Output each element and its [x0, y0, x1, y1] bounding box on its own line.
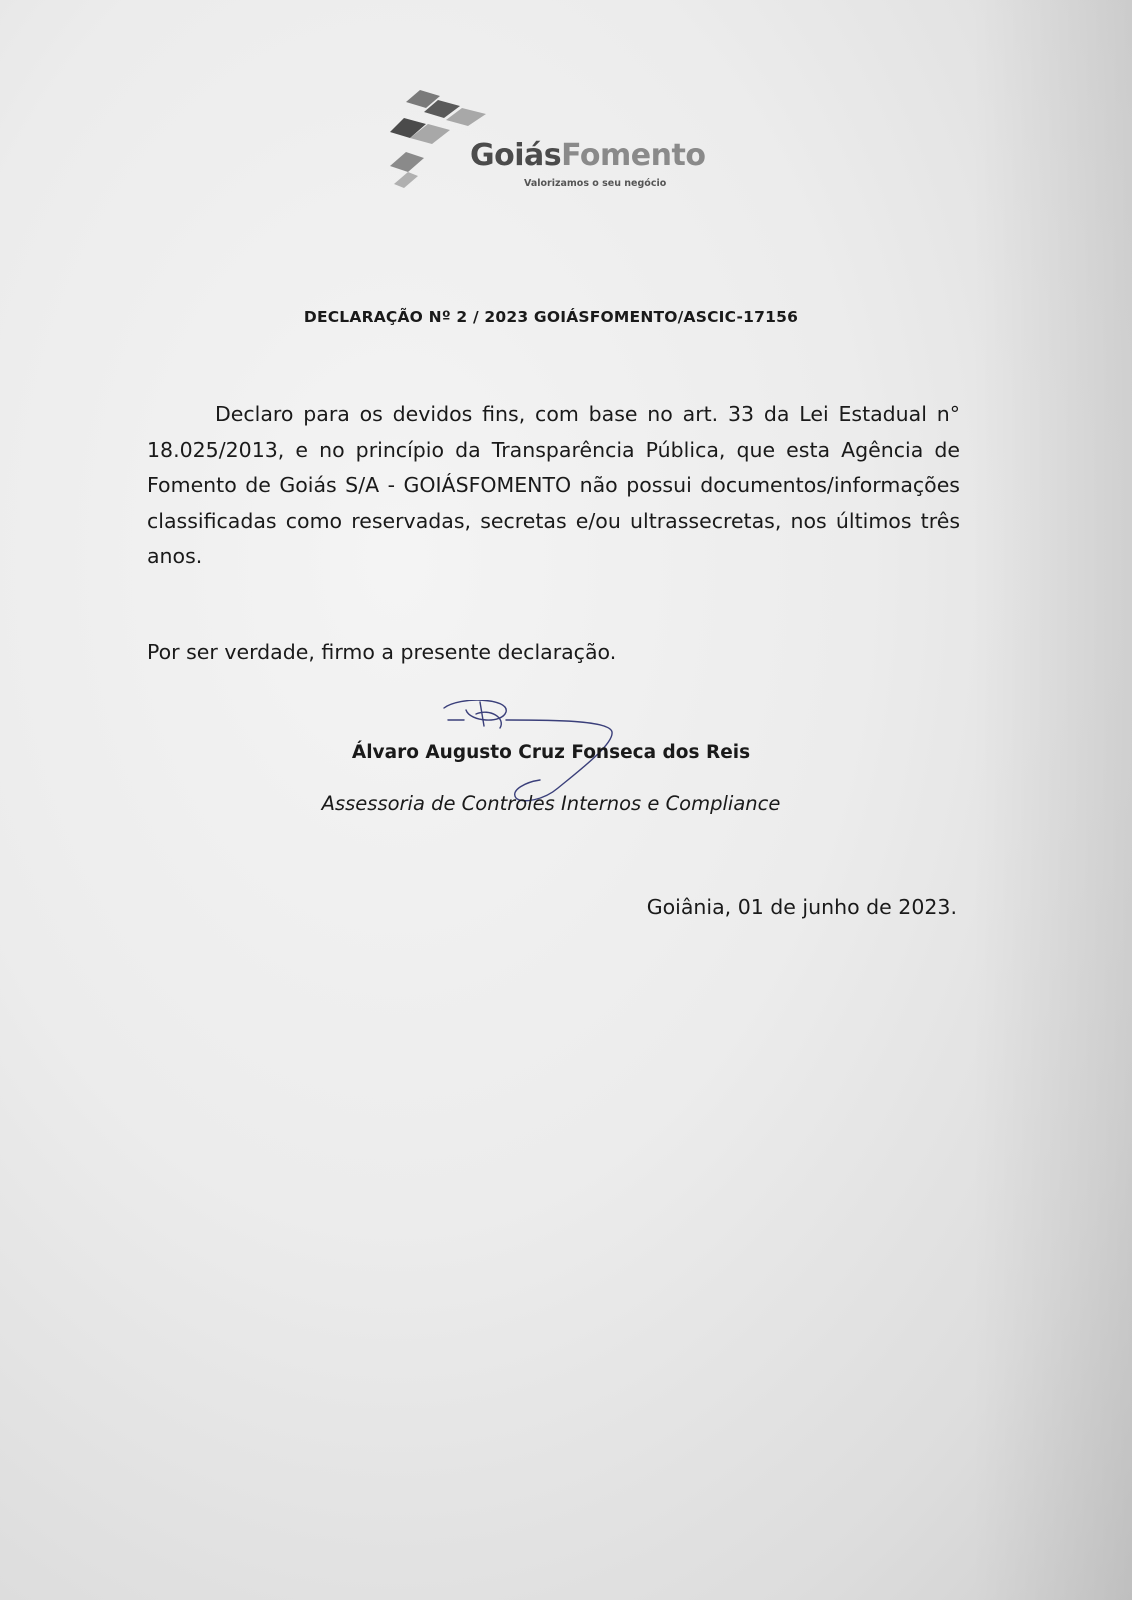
logo-name-part2: Fomento	[561, 138, 706, 173]
closing-statement: Por ser verdade, firmo a presente declaração.	[147, 640, 617, 664]
declaration-body: Declaro para os devidos fins, com base no art. 33 da Lei Estadual n° 18.025/2013, e no princípio da Transparência Pública, que esta Agência de Fomento de Goiás S/A - GOIÁSFOMENTO não possui documentos/informações classificadas como reservadas, secretas e/ou ultrassecretas, nos últimos três anos.	[147, 402, 960, 568]
logo-tagline: Valorizamos o seu negócio	[524, 178, 667, 189]
logo-name-part1: Goiás	[470, 138, 562, 173]
signer-role: Assessoria de Controles Internos e Compliance	[321, 792, 781, 815]
signer-name: Álvaro Augusto Cruz Fonseca dos Reis	[351, 742, 751, 763]
declaration-title: DECLARAÇÃO Nº 2 / 2023 GOIÁSFOMENTO/ASCIC-17156	[303, 308, 799, 326]
logo-wordmark	[470, 138, 705, 173]
goiasfomento-logo	[388, 88, 718, 198]
place-and-date: Goiânia, 01 de junho de 2023.	[646, 895, 957, 919]
